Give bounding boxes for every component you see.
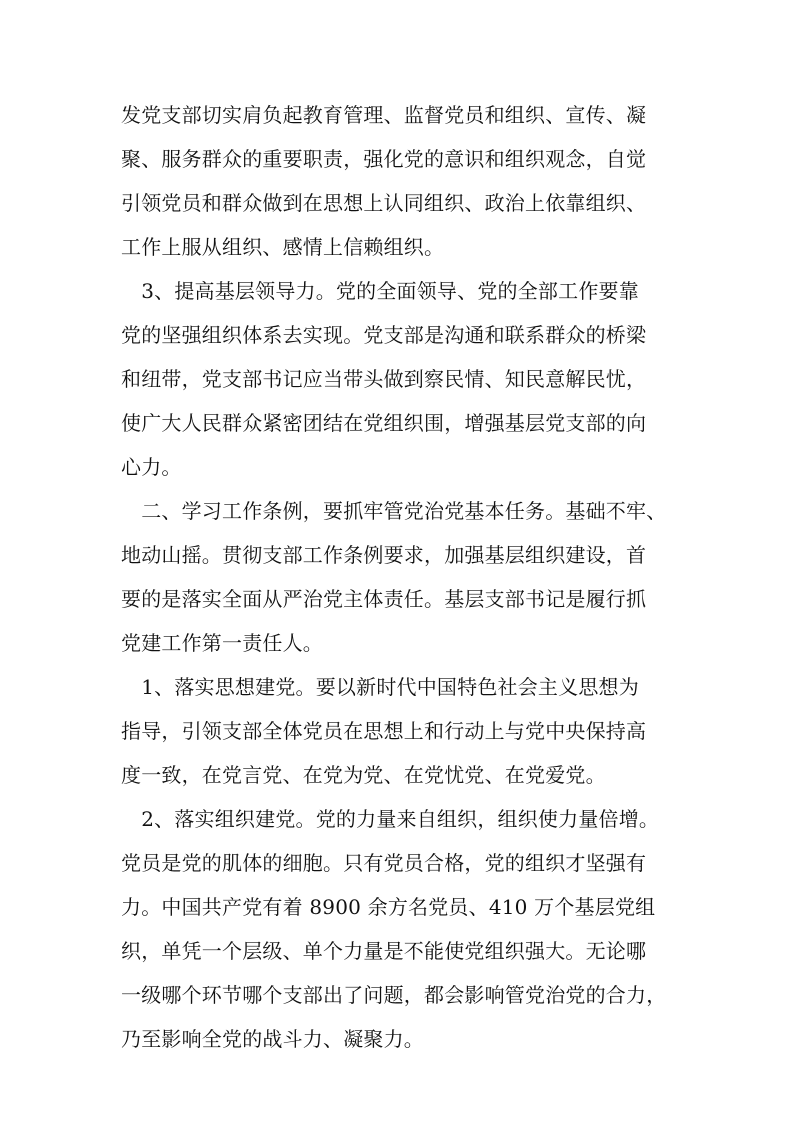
text-line: 3、提高基层领导力。党的全面领导、党的全部工作要靠 — [121, 279, 639, 303]
text-line: 心力。 — [121, 455, 182, 479]
text-line: 二、学习工作条例，要抓牢管党治党基本任务。基础不牢、 — [121, 499, 667, 523]
text-line: 地动山摇。贯彻支部工作条例要求，加强基层组织建设，首 — [121, 543, 647, 567]
text-line: 和纽带，党支部书记应当带头做到察民情、知民意解民忧， — [121, 367, 647, 391]
text-line: 2、落实组织建党。党的力量来自组织，组织使力量倍增。 — [121, 807, 660, 831]
text-line: 指导，引领支部全体党员在思想上和行动上与党中央保持高 — [121, 719, 647, 743]
text-line: 工作上服从组织、感情上信赖组织。 — [121, 235, 445, 259]
text-line: 乃至影响全党的战斗力、凝聚力。 — [121, 1027, 424, 1051]
text-line: 1、落实思想建党。要以新时代中国特色社会主义思想为 — [121, 675, 639, 699]
text-line: 织，单凭一个层级、单个力量是不能使党组织强大。无论哪 — [121, 939, 647, 963]
text-line: 力。中国共产党有着 8900 余方名党员、410 万个基层党组 — [121, 895, 656, 919]
text-line: 引领党员和群众做到在思想上认同组织、政治上依靠组织、 — [121, 191, 647, 215]
text-line: 党建工作第一责任人。 — [121, 631, 323, 655]
text-line: 一级哪个环节哪个支部出了问题，都会影响管党治党的合力， — [121, 983, 667, 1007]
text-line: 党的坚强组织体系去实现。党支部是沟通和联系群众的桥梁 — [121, 323, 647, 347]
text-line: 度一致，在党言党、在党为党、在党忧党、在党爱党。 — [121, 763, 606, 787]
text-line: 使广大人民群众紧密团结在党组织围，增强基层党支部的向 — [121, 411, 647, 435]
text-line: 发党支部切实肩负起教育管理、监督党员和组织、宣传、凝 — [121, 103, 647, 127]
text-line: 聚、服务群众的重要职责，强化党的意识和组织观念，自觉 — [121, 147, 647, 171]
text-line: 党员是党的肌体的细胞。只有党员合格，党的组织才坚强有 — [121, 851, 647, 875]
text-line: 要的是落实全面从严治党主体责任。基层支部书记是履行抓 — [121, 587, 647, 611]
